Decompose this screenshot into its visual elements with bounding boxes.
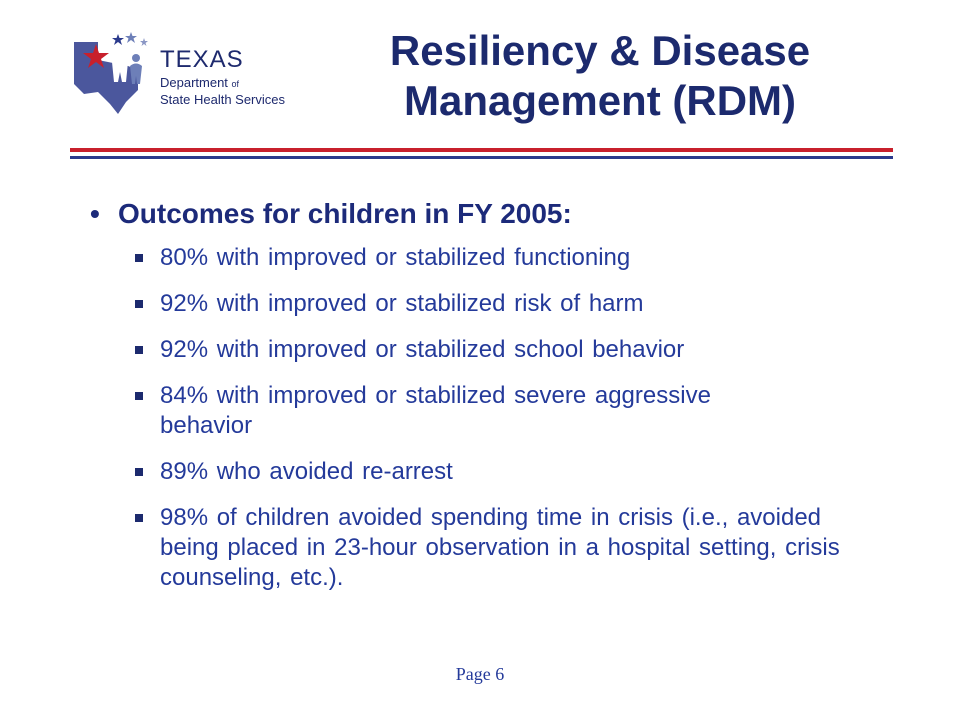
list-item: 92% with improved or stabilized school behavior [90,335,890,365]
slide-title [290,26,910,126]
main-bullet [90,195,890,233]
logo-texas-text: TEXAS [160,46,244,73]
slide-content [90,195,890,609]
title-line-1: Resiliency & Disease [389,27,811,74]
square-bullet-icon [135,514,143,522]
square-bullet-icon [135,392,143,400]
logo-department-line: Department of [160,75,240,90]
texas-figures-icon [68,30,160,118]
title-line-2: Management (RDM) [403,77,796,124]
square-bullet-icon [135,254,143,262]
dshs-logo [68,30,288,118]
outcome-list [90,243,890,593]
list-item: 80% with improved or stabilized functioning [90,243,890,273]
list-item: 84% with improved or stabilized severe aggressive behavior [90,381,780,441]
divider-red [70,148,893,152]
list-item: 98% of children avoided spending time in crisis (i.e., avoided being placed in 23-hour observation in a hospital setting, crisis counseling, etc.). [90,503,880,593]
divider-blue [70,156,893,159]
logo-state-health-line: State Health Services [160,92,286,107]
square-bullet-icon [135,300,143,308]
square-bullet-icon [135,468,143,476]
main-bullet-text: Outcomes for children in FY 2005: [118,198,572,229]
page-number: Page 6 [455,664,505,684]
bullet-dot-icon: • [90,198,100,229]
list-item: 92% with improved or stabilized risk of harm [90,289,890,319]
list-item: 89% who avoided re-arrest [90,457,890,487]
square-bullet-icon [135,346,143,354]
